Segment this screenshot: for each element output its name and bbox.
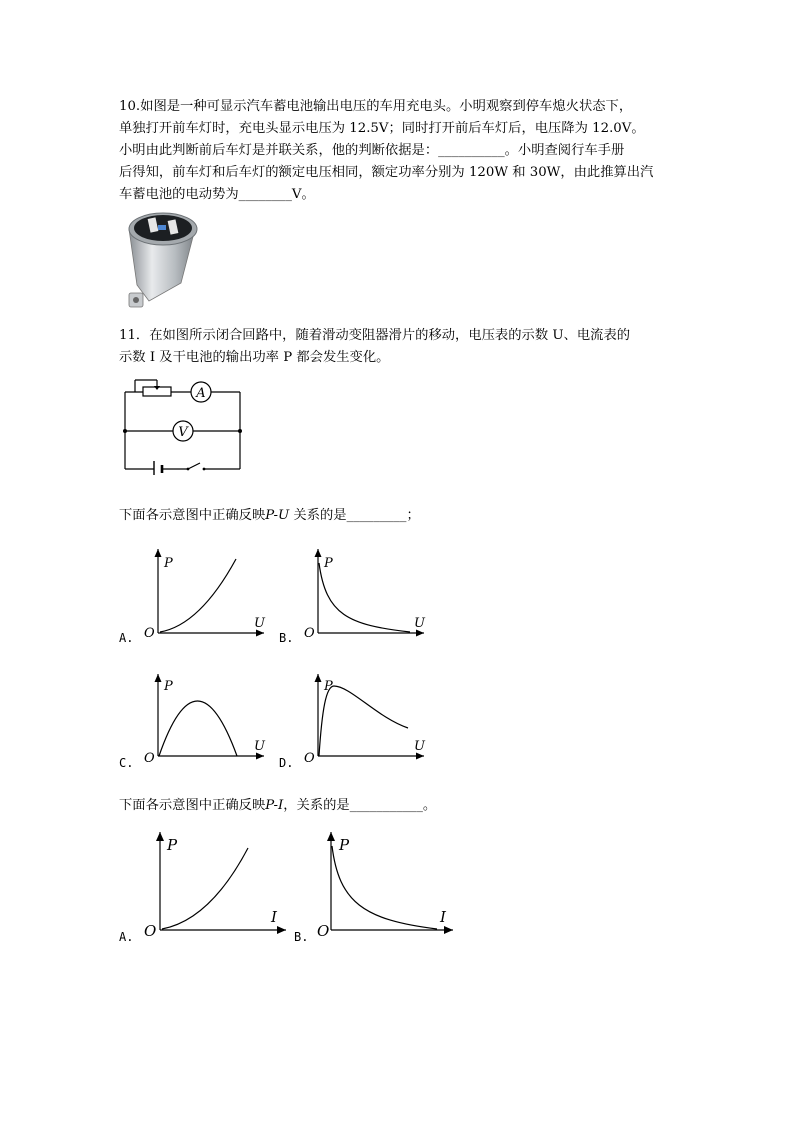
pi-b-p-label: P <box>339 836 350 854</box>
pu-prompt <box>119 505 694 527</box>
pu-c-u-label: U <box>254 739 265 754</box>
pu-graph-a <box>140 545 270 645</box>
pi-b-origin-label: O <box>317 922 330 940</box>
pu-option-b: B. <box>279 631 294 645</box>
pu-b-p-label: P <box>324 556 333 571</box>
pu-d-origin-label: O <box>304 751 315 766</box>
pu-d-p-label: P <box>324 679 333 694</box>
pu-d-u-label: U <box>414 739 425 754</box>
ammeter-label: A <box>196 386 206 401</box>
pu-a-p-label: P <box>164 556 173 571</box>
pi-b-i-label: I <box>440 908 446 926</box>
pu-option-c: C. <box>119 756 134 770</box>
q10-line1: 10.如图是一种可显示汽车蓄电池输出电压的车用充电头。小明观察到停车熄火状态下， <box>119 99 633 114</box>
pu-suffix: 关系的是_________； <box>289 508 420 523</box>
pi-option-b: B. <box>294 930 309 944</box>
pu-a-u-label: U <box>254 616 265 631</box>
pu-var: P-U <box>265 508 290 523</box>
q10-line4: 后得知，前车灯和后车灯的额定电压相同，额定功率分别为 120W 和 30W，由此推算出汽 <box>119 165 654 180</box>
q10-line2: 单独打开前车灯时，充电头显示电压为 12.5V；同时打开前后车灯后，电压降为 12.0V。 <box>119 121 645 136</box>
pi-suffix: ，关系的是___________。 <box>283 798 437 813</box>
pi-graph-a <box>140 828 290 943</box>
pi-prompt <box>119 795 694 817</box>
pu-prefix: 下面各示意图中正确反映 <box>119 508 266 523</box>
pi-prefix: 下面各示意图中正确反映 <box>119 798 266 813</box>
pu-graph-d <box>300 670 430 770</box>
pu-graph-b <box>300 545 430 645</box>
pi-a-origin-label: O <box>144 922 157 940</box>
pi-a-p-label: P <box>167 836 178 854</box>
car-charger-image <box>115 205 210 315</box>
q10-line3: 小明由此判断前后车灯是并联关系，他的判断依据是：__________。小明查阅行车手册 <box>119 143 625 158</box>
q11-line2: 示数 I 及干电池的输出功率 P 都会发生变化。 <box>119 350 390 365</box>
pu-option-d: D. <box>279 756 294 770</box>
circuit-diagram <box>118 375 248 475</box>
pi-a-i-label: I <box>271 908 277 926</box>
question-10 <box>119 96 694 206</box>
pu-a-origin-label: O <box>144 626 155 641</box>
q11-line1: 11．在如图所示闭合回路中，随着滑动变阻器滑片的移动，电压表的示数 U、电流表的 <box>119 328 631 343</box>
pu-b-u-label: U <box>414 616 425 631</box>
pi-var: P-I <box>265 798 284 813</box>
pi-option-a: A. <box>119 930 134 944</box>
q10-line5: 车蓄电池的电动势为________V。 <box>119 187 315 202</box>
pu-graph-c <box>140 670 270 770</box>
pu-option-a: A. <box>119 631 134 645</box>
pu-c-p-label: P <box>164 679 173 694</box>
pi-graph-b <box>315 828 465 943</box>
pu-b-origin-label: O <box>304 626 315 641</box>
pu-c-origin-label: O <box>144 751 155 766</box>
voltmeter-label: V <box>178 425 188 440</box>
question-11 <box>119 325 694 369</box>
